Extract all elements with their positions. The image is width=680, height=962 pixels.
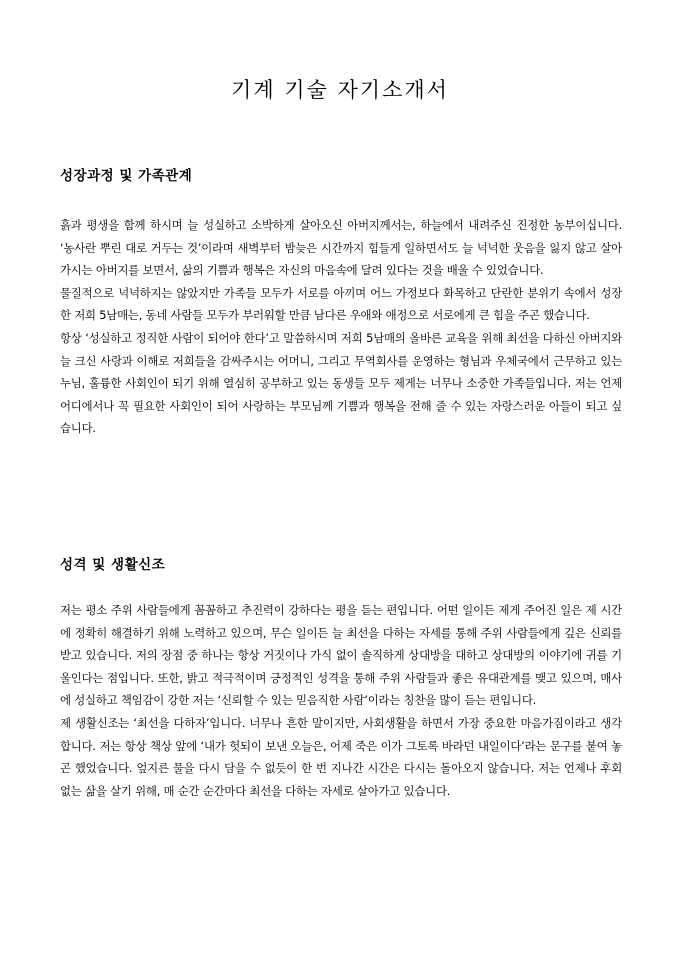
- section-heading-personality-motto: 성격 및 생활신조: [60, 557, 166, 573]
- document-title: 기계 기술 자기소개서: [231, 78, 449, 102]
- paragraph: 흙과 평생을 함께 하시며 늘 성실하고 소박하게 살아오신 아버지께서는, 하늘에서 내려주신 진정한 농부이십니다. ‘농사란 뿌린 대로 거두는 것’이라며 새벽부터 밤늦은 시간까지 힘들게 일하면서도 늘 넉넉한 웃음을 잃지 않고 살아가시는 아버지를 보면서, 삶의 기쁨과 행복은 자신의 마음속에 달려 있다는 것을 배울 수 있었습니다.: [60, 218, 622, 278]
- paragraph: 저는 평소 주위 사람들에게 꼼꼼하고 추진력이 강하다는 평을 듣는 편입니다. 어떤 일이든 제게 주어진 일은 제 시간에 정확히 해결하기 위해 노력하고 있으며, 무슨 일이든 늘 최선을 다하는 자세를 통해 주위 사람들에게 깊은 신뢰를 받고 있습니다. 저의 장점 중 하나는 항상 거짓이나 가식 없이 솔직하게 상대방을 대하고 상대방의 이야기에 귀를 기울인다는 점입니다. 또한, 밝고 적극적이며 긍정적인 성격을 통해 주위 사람들과 좋은 유대관계를 맺고 있으며, 매사에 성실하고 책임감이 강한 저는 ‘신뢰할 수 있는 믿음직한 사람’이라는 칭찬을 많이 듣는 편입니다.: [60, 603, 622, 708]
- paragraph: 제 생활신조는 ‘최선을 다하자’입니다. 너무나 흔한 말이지만, 사회생활을 하면서 가장 중요한 마음가짐이라고 생각합니다. 저는 항상 책상 앞에 ‘내가 헛되이 보낸 오늘은, 어제 죽은 이가 그토록 바라던 내일이다’라는 문구를 붙여 놓곤 했었습니다. 엎지른 물을 다시 담을 수 없듯이 한 번 지나간 시간은 다시는 돌아오지 않습니다. 저는 언제나 후회 없는 삶을 살기 위해, 매 순간 순간마다 최선을 다하는 자세로 살아가고 있습니다.: [60, 715, 622, 798]
- paragraph: 물질적으로 넉넉하지는 않았지만 가족들 모두가 서로를 아끼며 어느 가정보다 화목하고 단란한 분위기 속에서 성장한 저희 5남매는, 동네 사람들 모두가 부러워할 만큼 남다른 우애와 애정으로 서로에게 큰 힘을 주곤 했습니다.: [60, 285, 622, 323]
- section-body-growth-family: [60, 214, 622, 440]
- section-body-personality-motto: [60, 599, 622, 802]
- section-heading-growth-family: 성장과정 및 가족관계: [60, 168, 193, 184]
- paragraph: 항상 ‘성실하고 정직한 사람이 되어야 한다’고 말씀하시며 저희 5남매의 올바른 교육을 위해 최선을 다하신 아버지와 늘 크신 사랑과 이해로 저희들을 감싸주시는 어머니, 그리고 무역회사를 운영하는 형님과 우체국에서 근무하고 있는 누님, 훌륭한 사회인이 되기 위해 열심히 공부하고 있는 동생들 모두 제게는 너무나 소중한 가족들입니다. 저는 언제 어디에서나 꼭 필요한 사회인이 되어 사랑하는 부모님께 기쁨과 행복을 전해 줄 수 있는 자랑스러운 아들이 되고 싶습니다.: [60, 330, 622, 436]
